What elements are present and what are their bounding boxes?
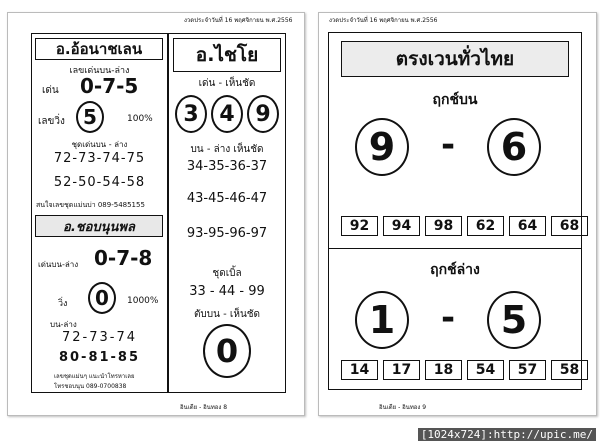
col2-digit-circle-3 — [247, 95, 279, 133]
col2-row-1: 34-35-36-37 — [186, 159, 268, 174]
section-b-single-percent: 1000% — [127, 296, 159, 306]
right-title: ตรงเวนทั่วไทย — [395, 48, 515, 70]
col2-row-2: 43-45-46-47 — [186, 191, 268, 206]
lower-number-box: 18 — [425, 360, 462, 380]
col2-row-3: 93-95-96-97 — [186, 226, 268, 241]
upper-number-box: 92 — [341, 216, 378, 236]
right-title-box — [341, 41, 569, 77]
upper-label: ฤกช์บน — [432, 92, 478, 108]
section-b-title-box — [35, 215, 163, 237]
lower-numbers-row — [341, 360, 588, 380]
section-b-main-label: เด่นบน-ล่าง — [38, 260, 79, 269]
col2-bottom-digit: 0 — [215, 332, 239, 370]
col2-bottom-circle — [203, 324, 251, 378]
section-b-single-circle — [88, 282, 116, 314]
lower-left-circle — [355, 291, 409, 349]
section-a-row1: 72-73-74-75 — [53, 151, 146, 166]
col2-digit-1: 3 — [183, 101, 199, 127]
right-header-date: งวดประจำวันที่ 16 พฤศจิกายน พ.ศ.2556 — [329, 17, 438, 24]
col2-title: อ.ไชโย — [195, 44, 259, 66]
section-b-contact1: เลขชุดแม่นๆ แนะนำโทรหาเลย — [54, 373, 135, 380]
lower-number-box: 54 — [467, 360, 504, 380]
section-b-title: อ.ชอบนุนพล — [63, 219, 135, 235]
upper-separator: - — [441, 125, 456, 165]
right-footer: อินเดีย - อินทอง 9 — [379, 404, 427, 411]
lower-separator: - — [441, 298, 456, 338]
left-page — [7, 12, 305, 416]
upper-number-box: 62 — [467, 216, 504, 236]
upper-number-box: 94 — [383, 216, 420, 236]
section-b-contact2: โทรชอบนุน 089-0700838 — [54, 383, 127, 390]
upper-number-box: 68 — [551, 216, 588, 236]
col2-title-box — [173, 38, 281, 72]
lower-number-box: 57 — [509, 360, 546, 380]
col2-set-label: ชุดเบิ้ล — [212, 268, 242, 279]
section-a-title: อ.อ้อนาชเลน — [55, 40, 143, 58]
watermark: [1024x724]:http://upic.me/ — [418, 428, 596, 441]
section-b-single-label: วิ่ง — [58, 299, 68, 309]
upper-right-digit: 6 — [500, 125, 528, 169]
section-b-main-number: 0-7-8 — [94, 246, 153, 270]
col2-digit-circle-2 — [211, 95, 243, 133]
section-a-set-label: ชุดเด่นบน - ล่าง — [71, 140, 128, 149]
section-a-row2: 52-50-54-58 — [53, 175, 146, 190]
section-a-subtitle: เลขเด่นบน-ล่าง — [69, 66, 130, 76]
section-a-single-circle — [76, 101, 104, 133]
upper-left-circle — [355, 118, 409, 176]
lower-number-box: 17 — [383, 360, 420, 380]
lower-left-digit: 1 — [368, 298, 396, 342]
upper-numbers-row — [341, 216, 588, 236]
col2-digit-2: 4 — [219, 101, 235, 127]
section-b-row1: 72-73-74 — [61, 330, 137, 345]
section-a-single-percent: 100% — [127, 114, 153, 124]
section-a-single-number: 5 — [83, 105, 97, 129]
lower-right-digit: 5 — [500, 298, 528, 342]
right-main-box — [328, 32, 582, 390]
lower-number-box: 58 — [551, 360, 588, 380]
section-b-set-label: บน-ล่าง — [50, 320, 77, 329]
section-a-contact: สนใจเลขชุดแม่นบ่า 089-5485155 — [36, 201, 145, 209]
col2-digit-circle-1 — [175, 95, 207, 133]
section-a-title-box — [35, 38, 163, 60]
col2-bottom-label: ตับบน - เห็นชัด — [193, 309, 261, 320]
section-b-row2: 80-81-85 — [58, 350, 141, 365]
left-column-box — [31, 33, 168, 393]
section-a-single-label: เลขวิ่ง — [38, 116, 65, 127]
col2-top-label: เด่น - เห็นชัด — [198, 78, 256, 89]
lower-number-box: 14 — [341, 360, 378, 380]
upper-right-circle — [487, 118, 541, 176]
col2-digit-3: 9 — [255, 101, 271, 127]
section-a-main-label: เด่น — [42, 85, 59, 96]
section-divider — [329, 248, 581, 249]
section-a-main-number: 0-7-5 — [80, 74, 139, 98]
upper-number-box: 98 — [425, 216, 462, 236]
lower-label: ฤกช์ล่าง — [430, 262, 480, 278]
col2-mid-label: บน - ล่าง เห็นชัด — [190, 144, 264, 155]
lower-right-circle — [487, 291, 541, 349]
left-footer: อินเดีย - อินทอง 8 — [180, 404, 228, 411]
right-column-box — [168, 33, 286, 393]
upper-number-box: 64 — [509, 216, 546, 236]
right-page — [318, 12, 597, 416]
upper-left-digit: 9 — [368, 125, 396, 169]
col2-set-numbers: 33 - 44 - 99 — [189, 284, 265, 299]
section-b-single-number: 0 — [95, 286, 109, 310]
left-header-date: งวดประจำวันที่ 16 พฤศจิกายน พ.ศ.2556 — [184, 17, 293, 24]
